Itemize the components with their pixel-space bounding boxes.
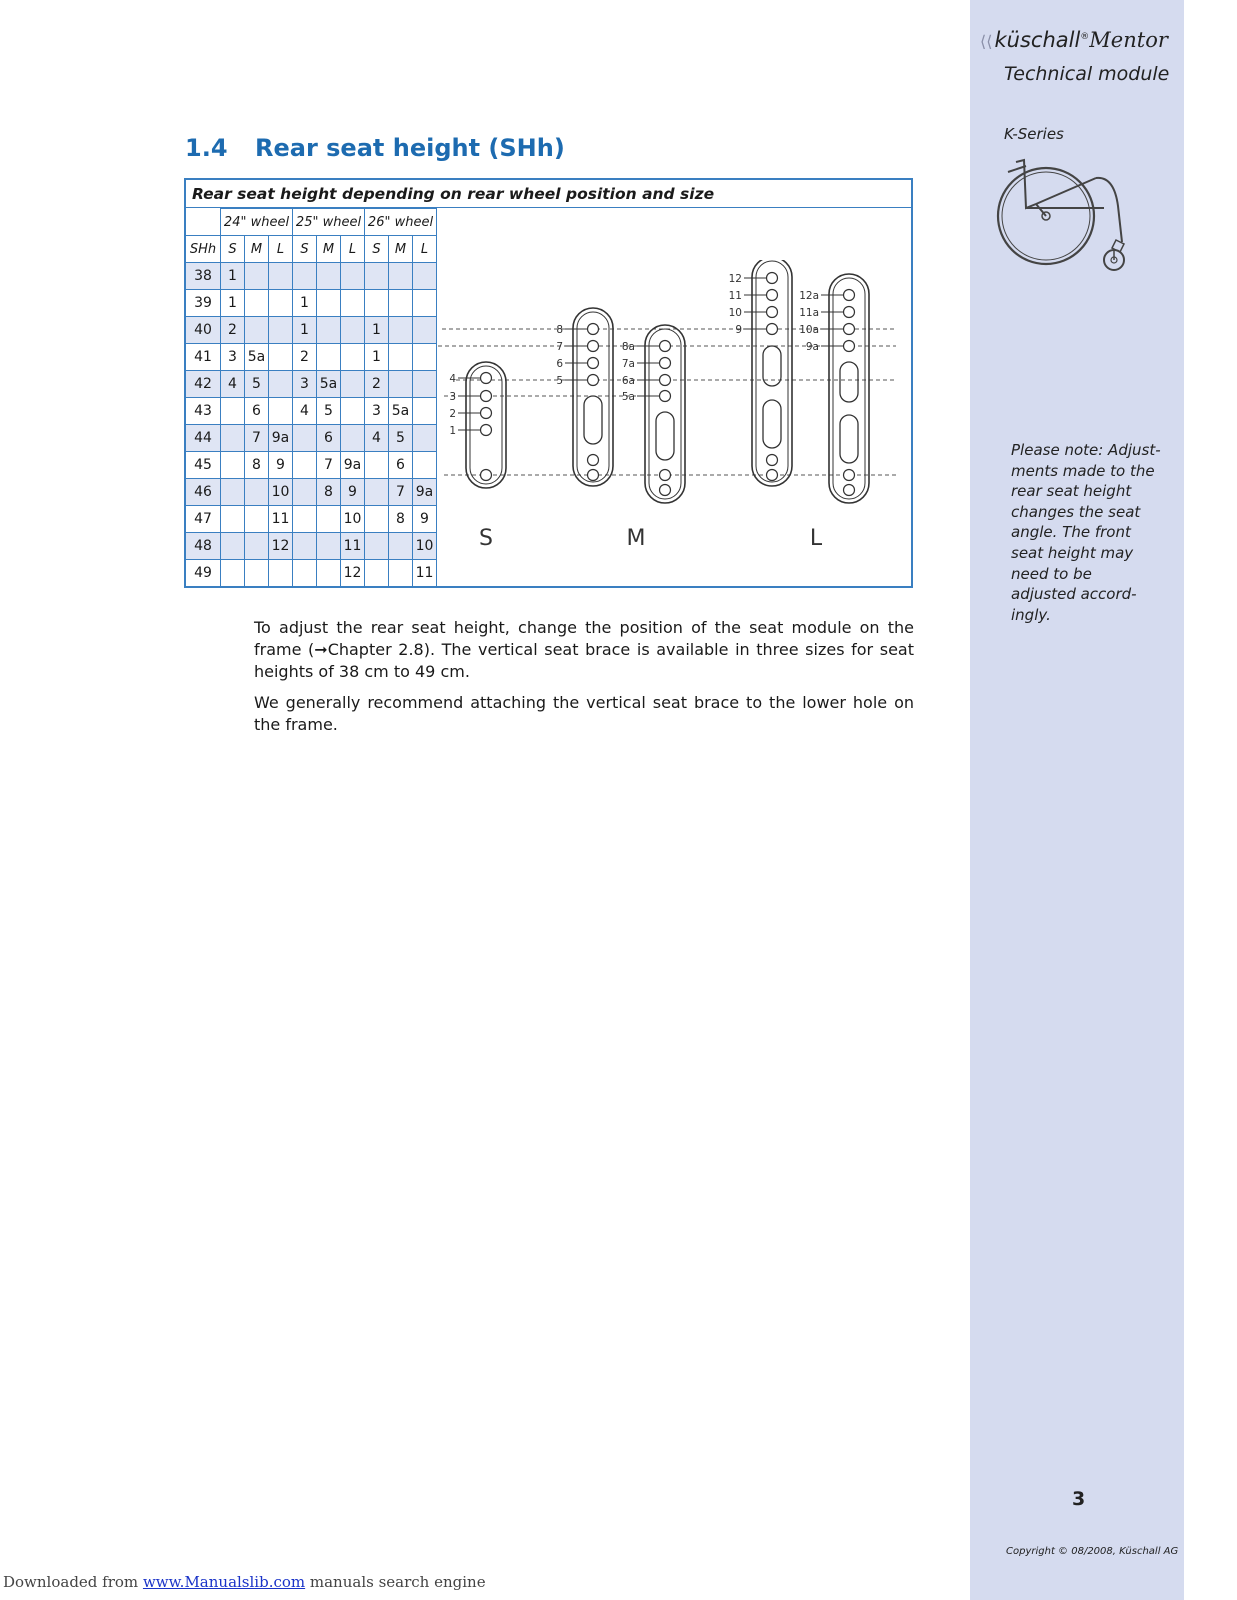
table-caption: Rear seat height depending on rear wheel position and size bbox=[186, 180, 911, 208]
hole-position-cell: 7 bbox=[245, 425, 269, 452]
hole-position-cell bbox=[413, 344, 437, 371]
hole-position-cell: 2 bbox=[365, 371, 389, 398]
hole-position-cell bbox=[245, 317, 269, 344]
table-row bbox=[186, 344, 437, 371]
hole-position-cell bbox=[389, 344, 413, 371]
section-number: 1.4 bbox=[185, 134, 228, 162]
hole-position-cell bbox=[413, 263, 437, 290]
hole-position-cell bbox=[365, 263, 389, 290]
hole-position-cell: 3 bbox=[293, 371, 317, 398]
hole-position-cell bbox=[341, 371, 365, 398]
size-header-cell: M bbox=[245, 236, 269, 263]
brace-l1-hole bbox=[767, 307, 778, 318]
section-heading bbox=[185, 134, 565, 162]
hole-position-cell bbox=[293, 425, 317, 452]
brace-m1-lower-hole bbox=[588, 455, 599, 466]
brace-s-lower-hole bbox=[481, 470, 492, 481]
brace-s-hole-label: 2 bbox=[449, 408, 456, 420]
hole-position-cell: 11 bbox=[413, 560, 437, 587]
shh-value-cell: 45 bbox=[186, 452, 221, 479]
hole-position-cell: 2 bbox=[293, 344, 317, 371]
hole-position-cell: 1 bbox=[221, 290, 245, 317]
series-label: K-Series bbox=[1004, 125, 1064, 143]
brace-s-hole bbox=[481, 391, 492, 402]
hole-position-cell bbox=[317, 344, 341, 371]
hole-position-cell bbox=[245, 479, 269, 506]
hole-position-cell bbox=[365, 479, 389, 506]
please-note: Please note: Adjust-ments made to the rear seat height changes the seat angle. The front seat height may need to be adjusted accord-ingly. bbox=[1011, 441, 1161, 624]
footer-suffix: manuals search engine bbox=[305, 1573, 486, 1591]
brace-l1-hole-label: 11 bbox=[728, 290, 742, 302]
brace-m2-hole bbox=[660, 391, 671, 402]
hole-position-cell: 8 bbox=[317, 479, 341, 506]
hole-position-cell bbox=[317, 317, 341, 344]
corner-cell bbox=[186, 209, 221, 236]
brace-l1-hole-label: 12 bbox=[728, 273, 742, 285]
hole-position-cell: 8 bbox=[389, 506, 413, 533]
hole-position-cell bbox=[293, 560, 317, 587]
size-header-cell: M bbox=[317, 236, 341, 263]
brace-m2-lower-hole bbox=[660, 470, 671, 481]
size-header-cell: S bbox=[221, 236, 245, 263]
brace-m1-hole-label: 5 bbox=[556, 375, 563, 387]
brand-logo bbox=[980, 28, 1180, 52]
hole-position-cell: 6 bbox=[389, 452, 413, 479]
brace-l2-hole-label: 11a bbox=[799, 307, 819, 319]
table-row bbox=[186, 371, 437, 398]
hole-position-cell bbox=[293, 506, 317, 533]
wheel-group-25: 25" wheel bbox=[293, 209, 365, 236]
brand-name: küschall bbox=[994, 28, 1081, 52]
shh-value-cell: 40 bbox=[186, 317, 221, 344]
hole-position-cell: 12 bbox=[341, 560, 365, 587]
hole-position-cell bbox=[365, 533, 389, 560]
hole-position-cell bbox=[413, 398, 437, 425]
table-row bbox=[186, 560, 437, 587]
brace-s-hole-label: 4 bbox=[449, 373, 456, 385]
brace-m1-hole-label: 8 bbox=[556, 324, 563, 336]
brace-s-hole bbox=[481, 425, 492, 436]
hole-position-cell bbox=[341, 425, 365, 452]
hole-position-cell bbox=[341, 398, 365, 425]
hole-position-cell bbox=[221, 533, 245, 560]
hole-position-cell: 7 bbox=[317, 452, 341, 479]
brace-m2-hole-label: 8a bbox=[621, 341, 635, 353]
brace-m1-hole bbox=[588, 375, 599, 386]
brace-m2-hole bbox=[660, 375, 671, 386]
hole-position-cell bbox=[413, 290, 437, 317]
size-header-cell: L bbox=[413, 236, 437, 263]
shh-value-cell: 41 bbox=[186, 344, 221, 371]
size-header-cell: S bbox=[365, 236, 389, 263]
hole-position-cell: 10 bbox=[413, 533, 437, 560]
shh-value-cell: 43 bbox=[186, 398, 221, 425]
hole-position-cell bbox=[389, 317, 413, 344]
seat-brace-diagram bbox=[436, 260, 906, 570]
size-header-cell: S bbox=[293, 236, 317, 263]
hole-position-cell bbox=[269, 344, 293, 371]
brace-l1-hole-label: 9 bbox=[735, 324, 742, 336]
shh-value-cell: 49 bbox=[186, 560, 221, 587]
hole-position-cell bbox=[389, 371, 413, 398]
brace-s-hole-label: 3 bbox=[449, 391, 456, 403]
hole-position-cell bbox=[245, 263, 269, 290]
brace-m1-hole bbox=[588, 341, 599, 352]
hole-position-cell bbox=[413, 425, 437, 452]
brace-m1-slot bbox=[584, 396, 602, 444]
hole-position-cell bbox=[341, 344, 365, 371]
hole-position-cell bbox=[341, 263, 365, 290]
shh-value-cell: 47 bbox=[186, 506, 221, 533]
hole-position-cell bbox=[269, 317, 293, 344]
shh-value-cell: 46 bbox=[186, 479, 221, 506]
wheel-group-26: 26" wheel bbox=[365, 209, 437, 236]
hole-position-cell: 4 bbox=[365, 425, 389, 452]
brace-l2-hole bbox=[844, 324, 855, 335]
hole-position-cell bbox=[221, 398, 245, 425]
brace-l1-hole bbox=[767, 290, 778, 301]
brace-m2-hole-label: 5a bbox=[621, 391, 635, 403]
shh-value-cell: 48 bbox=[186, 533, 221, 560]
brace-s-hole-label: 1 bbox=[449, 425, 456, 437]
hole-position-cell: 5a bbox=[245, 344, 269, 371]
hole-position-cell bbox=[269, 263, 293, 290]
brace-l2-slot bbox=[840, 362, 858, 402]
hole-position-cell bbox=[245, 290, 269, 317]
brace-l2-hole bbox=[844, 307, 855, 318]
table-row bbox=[186, 425, 437, 452]
table-body bbox=[186, 263, 437, 587]
brace-s-hole bbox=[481, 408, 492, 419]
hole-position-cell: 12 bbox=[269, 533, 293, 560]
brace-m2-hole bbox=[660, 341, 671, 352]
hole-position-cell: 1 bbox=[293, 290, 317, 317]
brace-l1-hole-label: 10 bbox=[728, 307, 742, 319]
brace-l2-hole-label: 9a bbox=[805, 341, 819, 353]
table-row bbox=[186, 317, 437, 344]
brace-l2-slot bbox=[840, 415, 858, 463]
hole-position-cell: 1 bbox=[365, 317, 389, 344]
body-paragraph-2: We generally recommend attaching the vertical seat brace to the lower hole on the frame. bbox=[254, 693, 914, 734]
brace-m1-hole-label: 7 bbox=[556, 341, 563, 353]
manualslib-link[interactable]: www.Manualslib.com bbox=[142, 1573, 306, 1591]
table-row bbox=[186, 263, 437, 290]
hole-position-cell bbox=[317, 263, 341, 290]
hole-position-cell bbox=[221, 506, 245, 533]
footer-prefix: Downloaded from bbox=[3, 1573, 139, 1591]
hole-position-cell bbox=[293, 533, 317, 560]
hole-position-cell: 3 bbox=[365, 398, 389, 425]
hole-position-cell bbox=[269, 371, 293, 398]
hole-position-cell: 9a bbox=[269, 425, 293, 452]
hole-position-cell: 5a bbox=[317, 371, 341, 398]
hole-position-cell: 5a bbox=[389, 398, 413, 425]
hole-position-cell: 11 bbox=[269, 506, 293, 533]
hole-position-cell bbox=[365, 290, 389, 317]
brace-m2-hole-label: 6a bbox=[621, 375, 635, 387]
hole-position-cell: 9 bbox=[341, 479, 365, 506]
seat-height-table bbox=[185, 208, 437, 587]
wheel-group-24: 24" wheel bbox=[221, 209, 293, 236]
table-row bbox=[186, 533, 437, 560]
size-header-row bbox=[186, 236, 437, 263]
section-title: Rear seat height (SHh) bbox=[255, 134, 565, 162]
hole-position-cell bbox=[389, 290, 413, 317]
brace-m2-lower-hole bbox=[660, 485, 671, 496]
brand-product: Mentor bbox=[1089, 28, 1168, 52]
hole-position-cell bbox=[221, 425, 245, 452]
size-header-cell: L bbox=[269, 236, 293, 263]
brand-swoosh-icon: ⟨⟨ bbox=[980, 32, 993, 51]
brace-l2-hole bbox=[844, 341, 855, 352]
brace-l2-hole bbox=[844, 290, 855, 301]
footer bbox=[3, 1573, 486, 1591]
hole-position-cell bbox=[413, 317, 437, 344]
hole-position-cell bbox=[269, 398, 293, 425]
hole-position-cell: 9 bbox=[413, 506, 437, 533]
brace-m1-lower-hole bbox=[588, 470, 599, 481]
brace-l2-lower-hole bbox=[844, 485, 855, 496]
hole-position-cell bbox=[365, 506, 389, 533]
hole-position-cell: 6 bbox=[317, 425, 341, 452]
hole-position-cell bbox=[365, 452, 389, 479]
brace-l1-lower-hole bbox=[767, 455, 778, 466]
shh-header: SHh bbox=[186, 236, 221, 263]
hole-position-cell bbox=[413, 371, 437, 398]
hole-position-cell bbox=[389, 560, 413, 587]
hole-position-cell: 9 bbox=[269, 452, 293, 479]
hole-position-cell bbox=[293, 263, 317, 290]
hole-position-cell bbox=[317, 560, 341, 587]
hole-position-cell bbox=[341, 317, 365, 344]
table-row bbox=[186, 290, 437, 317]
hole-position-cell bbox=[269, 290, 293, 317]
hole-position-cell bbox=[269, 560, 293, 587]
hole-position-cell: 9a bbox=[341, 452, 365, 479]
hole-position-cell: 3 bbox=[221, 344, 245, 371]
hole-position-cell: 7 bbox=[389, 479, 413, 506]
table-row bbox=[186, 479, 437, 506]
brace-l1-hole bbox=[767, 324, 778, 335]
brace-l2-lower-hole bbox=[844, 470, 855, 481]
hole-position-cell: 9a bbox=[413, 479, 437, 506]
body-paragraph-1: To adjust the rear seat height, change the position of the seat module on the frame (➞Chapter 2.8). The vertical seat brace is available in three sizes for seat heights of 38 cm to 49 cm. bbox=[254, 618, 914, 681]
hole-position-cell: 10 bbox=[269, 479, 293, 506]
hole-position-cell: 11 bbox=[341, 533, 365, 560]
brace-m1-hole bbox=[588, 324, 599, 335]
hole-position-cell: 4 bbox=[293, 398, 317, 425]
module-title: Technical module bbox=[1004, 63, 1170, 85]
wheelchair-icon bbox=[996, 156, 1141, 276]
size-label: S bbox=[479, 526, 493, 551]
brace-m2-hole bbox=[660, 358, 671, 369]
hole-position-cell bbox=[245, 533, 269, 560]
hole-position-cell: 5 bbox=[245, 371, 269, 398]
hole-position-cell bbox=[293, 452, 317, 479]
copyright: Copyright © 08/2008, Küschall AG bbox=[1006, 1546, 1179, 1557]
brace-m2-hole-label: 7a bbox=[621, 358, 635, 370]
hole-position-cell bbox=[317, 506, 341, 533]
hole-position-cell: 6 bbox=[245, 398, 269, 425]
hole-position-cell: 5 bbox=[389, 425, 413, 452]
seat-height-table-box bbox=[184, 178, 913, 588]
size-label: M bbox=[626, 526, 646, 551]
hole-position-cell: 2 bbox=[221, 317, 245, 344]
page-number: 3 bbox=[1072, 1488, 1086, 1510]
hole-position-cell bbox=[221, 560, 245, 587]
brace-l1-hole bbox=[767, 273, 778, 284]
brace-l1-slot bbox=[763, 400, 781, 448]
brace-m1-hole bbox=[588, 358, 599, 369]
hole-position-cell bbox=[317, 533, 341, 560]
shh-value-cell: 38 bbox=[186, 263, 221, 290]
brand-registered-mark: ® bbox=[1080, 32, 1090, 42]
shh-value-cell: 44 bbox=[186, 425, 221, 452]
hole-position-cell: 1 bbox=[365, 344, 389, 371]
hole-position-cell bbox=[317, 290, 341, 317]
hole-position-cell: 5 bbox=[317, 398, 341, 425]
hole-position-cell: 8 bbox=[245, 452, 269, 479]
hole-position-cell bbox=[221, 452, 245, 479]
hole-position-cell bbox=[389, 533, 413, 560]
brace-l1-lower-hole bbox=[767, 470, 778, 481]
hole-position-cell: 4 bbox=[221, 371, 245, 398]
brace-s-hole bbox=[481, 373, 492, 384]
brace-l2-hole-label: 12a bbox=[799, 290, 819, 302]
table-row bbox=[186, 506, 437, 533]
brace-l2-hole-label: 10a bbox=[799, 324, 819, 336]
wheel-group-row bbox=[186, 209, 437, 236]
hole-position-cell bbox=[365, 560, 389, 587]
size-header-cell: M bbox=[389, 236, 413, 263]
hole-position-cell bbox=[341, 290, 365, 317]
brace-m2-slot bbox=[656, 412, 674, 460]
hole-position-cell: 1 bbox=[293, 317, 317, 344]
size-label: L bbox=[809, 526, 823, 551]
hole-position-cell bbox=[221, 479, 245, 506]
table-row bbox=[186, 398, 437, 425]
brace-m1-hole-label: 6 bbox=[556, 358, 563, 370]
hole-position-cell bbox=[245, 560, 269, 587]
size-header-cell: L bbox=[341, 236, 365, 263]
table-row bbox=[186, 452, 437, 479]
hole-position-cell: 10 bbox=[341, 506, 365, 533]
shh-value-cell: 42 bbox=[186, 371, 221, 398]
hole-position-cell bbox=[389, 263, 413, 290]
shh-value-cell: 39 bbox=[186, 290, 221, 317]
hole-position-cell: 1 bbox=[221, 263, 245, 290]
hole-position-cell bbox=[245, 506, 269, 533]
hole-position-cell bbox=[413, 452, 437, 479]
hole-position-cell bbox=[293, 479, 317, 506]
